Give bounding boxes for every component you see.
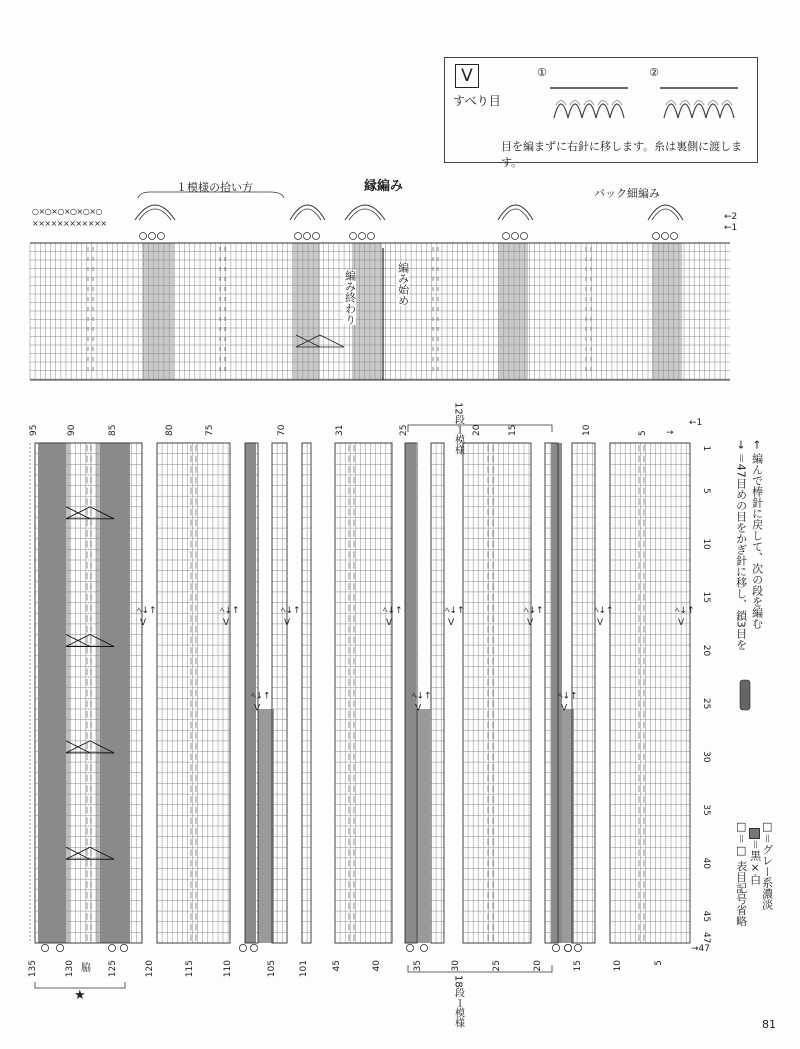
body-block-border-7 xyxy=(431,443,444,943)
slip-v-4: V xyxy=(448,618,455,629)
bottom-loop-a-1 xyxy=(108,944,115,951)
omit-note: □＝□ 表目記号省略 xyxy=(734,820,748,927)
end-label: 編み終わり xyxy=(343,270,357,325)
bottom-loop-a-5 xyxy=(564,944,571,951)
repeat-top-label: 12段１模様 xyxy=(452,402,464,455)
top-col-number-5: 70 xyxy=(277,424,287,436)
bottom-loop-a-0 xyxy=(41,944,48,951)
body-grid-block-3 xyxy=(272,443,287,943)
bottom-loop-b-5 xyxy=(574,944,581,951)
start-label: 編み始め xyxy=(396,262,410,306)
pickup-loop-3-2 xyxy=(521,233,528,240)
slip-v-10: V xyxy=(561,703,568,714)
step-1-marker: ① xyxy=(537,66,547,79)
top-col-number-4: 75 xyxy=(205,424,215,436)
step-2-marker: ② xyxy=(649,66,659,79)
row-number-9: 45 xyxy=(701,910,711,923)
pickup-loop-0-2 xyxy=(158,233,165,240)
row-number-8: 40 xyxy=(701,857,711,869)
pickup-loop-4-2 xyxy=(671,233,678,240)
dark-swatch xyxy=(749,828,760,839)
bottom-col-number-3: 120 xyxy=(145,960,155,978)
row-number-5: 25 xyxy=(701,697,711,710)
bottom-loop-b-0 xyxy=(56,944,63,951)
top-col-number-9: 15 xyxy=(508,424,518,436)
bottom-col-number-13: 20 xyxy=(533,960,543,972)
pickup-loop-4-1 xyxy=(662,233,669,240)
arrow-right-label: → xyxy=(666,428,674,438)
top-col-number-3: 80 xyxy=(165,424,175,436)
star-mark: ★ xyxy=(74,988,86,1003)
slip-arrow-4: ﾍ↓↑ xyxy=(445,606,465,617)
body-block-border-1 xyxy=(157,443,230,943)
slip-v-1: V xyxy=(223,618,230,629)
stitch-note-2: ← 編んで棒針に戻して、次の段を編む xyxy=(750,440,764,629)
body-grid-block-4 xyxy=(302,443,311,943)
top-col-number-10: 10 xyxy=(582,424,592,436)
body-block-border-5 xyxy=(335,443,392,943)
edge-grey-band-1 xyxy=(293,243,320,380)
repeat-bottom-bracket xyxy=(408,965,552,972)
slip-stitch-legend-box xyxy=(444,57,758,169)
pickup-loop-2-0 xyxy=(350,233,357,240)
top-col-number-1: 90 xyxy=(67,424,77,436)
back-single-crochet-label: バック細編み xyxy=(594,187,660,200)
bottom-col-number-5: 110 xyxy=(223,960,233,978)
slip-v-0: V xyxy=(140,618,147,629)
black-white-text: ＝黒×白 xyxy=(748,839,762,885)
body-grid-block-8 xyxy=(463,443,531,943)
body-block-border-3 xyxy=(272,443,287,943)
slip-v-9: V xyxy=(415,703,422,714)
bottom-loop-b-2 xyxy=(250,944,257,951)
bottom-col-number-7: 101 xyxy=(299,960,309,978)
pickup-loop-1-0 xyxy=(295,233,302,240)
bottom-col-number-12: 25 xyxy=(492,960,502,972)
body-grid-block-1 xyxy=(157,443,230,943)
bottom-col-number-10: 35 xyxy=(413,960,423,972)
pickup-loop-0-0 xyxy=(140,233,147,240)
crochet-arc-inner-1 xyxy=(294,209,321,220)
body-grid-block-5 xyxy=(335,443,392,943)
page-number: 81 xyxy=(762,1018,776,1031)
row-number-3: 15 xyxy=(701,591,711,603)
crochet-arc-inner-4 xyxy=(652,209,679,220)
top-col-number-2: 85 xyxy=(108,424,118,436)
pickup-loop-2-2 xyxy=(368,233,375,240)
row-mark-1: ←1 xyxy=(724,223,738,233)
light-band-1 xyxy=(96,443,100,943)
slip-arrow-1: ﾍ↓↑ xyxy=(220,606,240,617)
black-white-legend xyxy=(748,828,761,885)
top-col-number-0: 95 xyxy=(29,424,39,436)
pickup-loop-3-1 xyxy=(512,233,519,240)
crochet-arc-inner-2 xyxy=(349,209,381,220)
crochet-arc-inner-0 xyxy=(139,209,171,220)
bottom-col-number-1: 130 xyxy=(65,960,75,978)
slip-v-6: V xyxy=(597,618,604,629)
slip-arrow-0: ﾍ↓↑ xyxy=(137,606,157,617)
slip-arrow-2: ﾍ↓↑ xyxy=(281,606,301,617)
arrow-bottom-label: →47 xyxy=(691,944,710,954)
slip-v-7: V xyxy=(678,618,685,629)
slip-stitch-caption: 目を編まずに右針に移します。糸は裏側に渡します。 xyxy=(501,140,743,169)
bottom-col-number-8: 45 xyxy=(332,960,342,972)
edging-title: 縁編み xyxy=(364,179,404,194)
bottom-col-number-4: 115 xyxy=(185,960,195,978)
crochet-arc-inner-3 xyxy=(502,209,529,220)
row-number-4: 20 xyxy=(701,644,711,657)
edge-row-1: ×××××××××××× xyxy=(32,219,107,228)
bottom-col-number-16: 5 xyxy=(654,960,664,966)
row-number-10: 47 xyxy=(701,931,711,944)
slip-v-8: V xyxy=(254,703,261,714)
dark-band-1 xyxy=(100,443,130,943)
bottom-col-number-14: 15 xyxy=(573,960,583,972)
slip-v-3: V xyxy=(386,618,393,629)
top-col-number-7: 25 xyxy=(399,424,409,436)
grey-legend: □＝グレー系濃淡 xyxy=(760,820,774,910)
crochet-hook-icon xyxy=(740,680,750,710)
bottom-loop-a-2 xyxy=(239,944,246,951)
slip-arrow-7: ﾍ↓↑ xyxy=(675,606,695,617)
slip-stitch-symbol: V xyxy=(455,64,479,88)
lower-band-1 xyxy=(416,709,430,943)
bottom-col-number-2: 125 xyxy=(108,960,118,978)
body-block-border-11 xyxy=(610,443,690,943)
pickup-loop-1-1 xyxy=(304,233,311,240)
row-number-7: 35 xyxy=(701,804,711,816)
bottom-col-number-15: 10 xyxy=(613,960,623,972)
body-grid-block-11 xyxy=(610,443,690,943)
slip-v-5: V xyxy=(527,618,534,629)
slip-arrow-8: ﾍ↓↑ xyxy=(251,691,271,702)
edge-row-2: ○×○×○×○×○×○ xyxy=(32,207,102,216)
pickup-loop-3-0 xyxy=(503,233,510,240)
row-number-1: 5 xyxy=(701,488,711,494)
row-number-6: 30 xyxy=(701,751,711,763)
row-number-2: 10 xyxy=(701,538,711,550)
slip-arrow-10: ﾍ↓↑ xyxy=(558,691,578,702)
arrow-top-label: ←1 xyxy=(689,418,703,428)
repeat-pickup-label: １模様の拾い方 xyxy=(176,181,253,194)
slip-arrow-3: ﾍ↓↑ xyxy=(383,606,403,617)
row-number-0: 1 xyxy=(701,445,711,452)
slip-arrow-5: ﾍ↓↑ xyxy=(524,606,544,617)
bottom-loop-a-4 xyxy=(552,944,559,951)
pickup-loop-0-1 xyxy=(149,233,156,240)
slip-arrow-9: ﾍ↓↑ xyxy=(412,691,432,702)
pickup-loop-2-1 xyxy=(359,233,366,240)
top-row-marks xyxy=(724,212,737,234)
top-col-number-6: 31 xyxy=(335,424,345,436)
bottom-col-number-6: 105 xyxy=(267,960,277,978)
slip-arrow-6: ﾍ↓↑ xyxy=(594,606,614,617)
bottom-col-number-0: 135 xyxy=(28,960,38,978)
edge-grey-band-4 xyxy=(652,243,682,380)
slip-stitch-title: すべり目 xyxy=(453,94,501,108)
dark-band-0 xyxy=(38,443,66,943)
bottom-loop-b-3 xyxy=(420,944,427,951)
stitch-note-1: → ＝47目めの目をかぎ針に移し、鎖3目を xyxy=(734,440,748,650)
bottom-loop-b-1 xyxy=(120,944,127,951)
edging-grid xyxy=(30,243,730,380)
body-block-border-4 xyxy=(302,443,311,943)
armhole-label: 脇 xyxy=(78,962,90,972)
top-col-number-11: 5 xyxy=(638,430,648,436)
edge-grey-band-3 xyxy=(498,243,528,380)
repeat-bottom-label: 18段１模様 xyxy=(452,975,464,1028)
row-mark-2: ←2 xyxy=(724,212,738,222)
bottom-col-number-11: 30 xyxy=(451,960,461,972)
pickup-loop-4-0 xyxy=(653,233,660,240)
bottom-loop-a-3 xyxy=(406,944,413,951)
slip-v-2: V xyxy=(284,618,291,629)
bottom-col-number-9: 40 xyxy=(372,960,382,972)
top-col-number-8: 20 xyxy=(472,424,482,436)
body-grid-block-7 xyxy=(431,443,444,943)
pickup-loop-1-2 xyxy=(313,233,320,240)
